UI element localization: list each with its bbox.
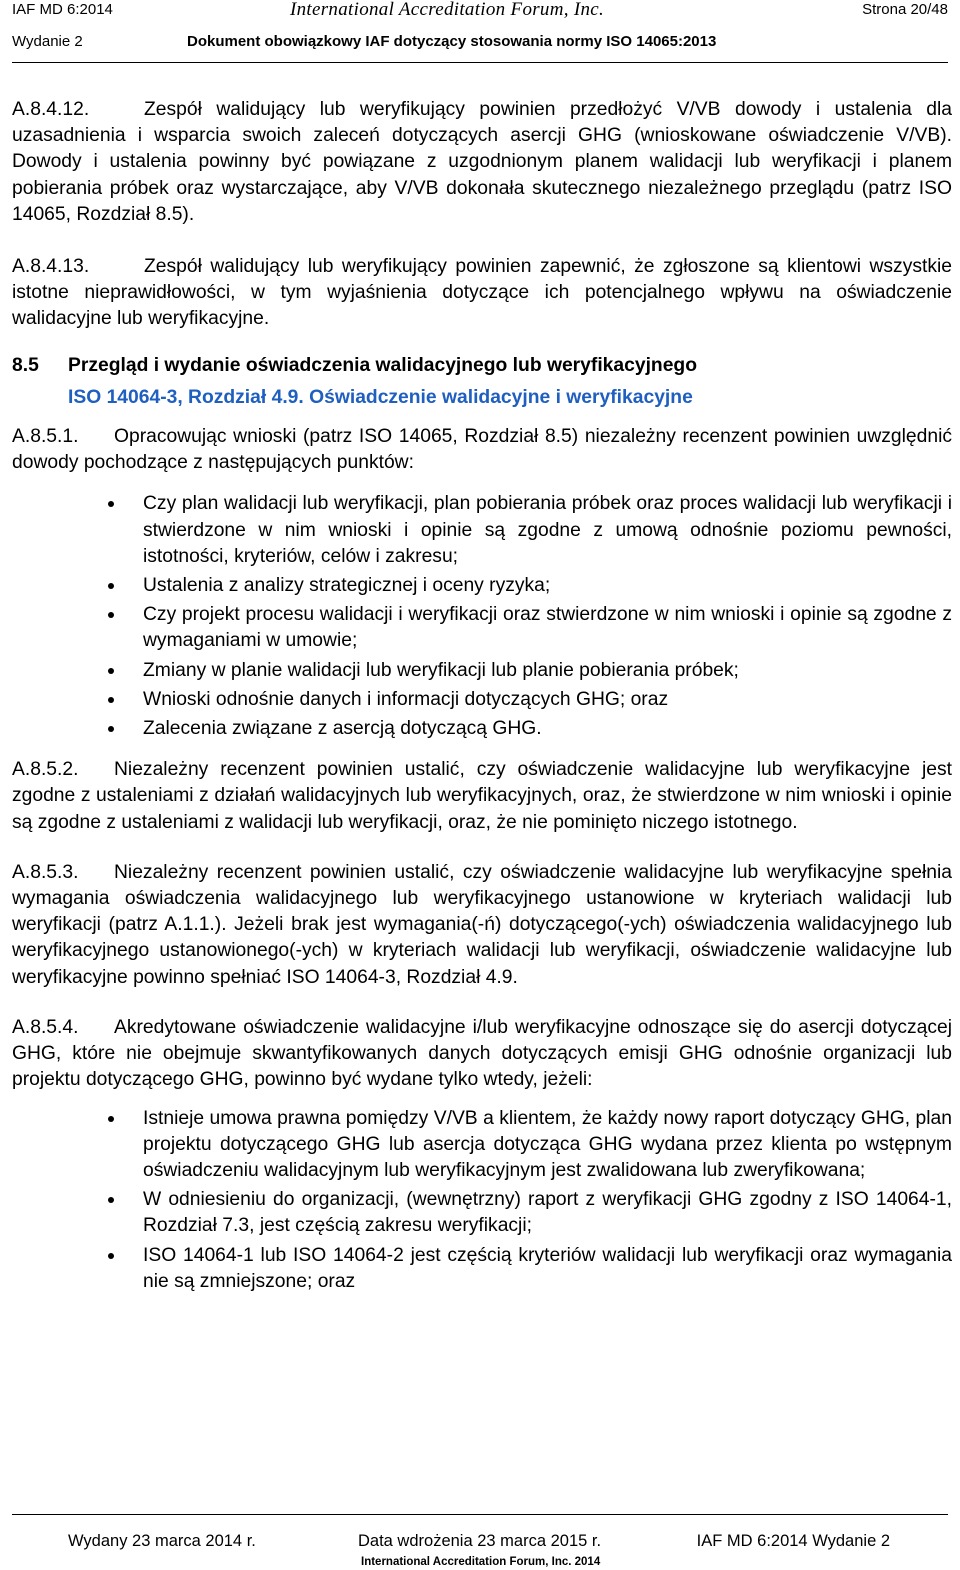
bullet-icon bbox=[108, 1197, 114, 1203]
section-title: Przegląd i wydanie oświadczenia walidacyjnego lub weryfikacyjnego bbox=[68, 354, 697, 376]
footer-effective-date: Data wdrożenia 23 marca 2015 r. bbox=[358, 1532, 602, 1550]
bullet-icon bbox=[108, 697, 114, 703]
list-item-text: Czy projekt procesu walidacji i weryfikacji oraz stwierdzone w nim wnioski i opinie są zgodne z wymaganiami w umowie; bbox=[143, 604, 952, 652]
list-item bbox=[12, 687, 952, 713]
paragraph-text: Opracowując wnioski (patrz ISO 14065, Rozdział 8.5) niezależny recenzent powinien uwzględnić dowody pochodzące z następujących punktów: bbox=[12, 426, 952, 474]
bullet-list-review-points bbox=[12, 491, 952, 742]
list-item bbox=[12, 658, 952, 684]
bullet-icon bbox=[108, 612, 114, 618]
paragraph-number: A.8.5.3. bbox=[12, 861, 79, 883]
page-header bbox=[12, 0, 948, 63]
footer-issue-date: Wydany 23 marca 2014 r. bbox=[68, 1532, 256, 1550]
list-item bbox=[12, 1187, 952, 1239]
header-row-top bbox=[12, 1, 948, 23]
header-org-name: International Accreditation Forum, Inc. bbox=[290, 0, 605, 20]
bullet-icon bbox=[108, 1116, 114, 1122]
page-footer bbox=[12, 1514, 948, 1570]
list-item bbox=[12, 602, 952, 654]
section-reference: ISO 14064-3, Rozdział 4.9. Oświadczenie walidacyjne i weryfikacyjne bbox=[68, 386, 693, 408]
bullet-icon bbox=[108, 1253, 114, 1259]
section-number: 8.5 bbox=[12, 354, 39, 376]
list-item-text: Czy plan walidacji lub weryfikacji, plan pobierania próbek oraz proces walidacji lub weryfikacji i stwierdzone w nim wnioski i opinie są zgodne z umową odnośnie poziomu pewności, istotności, kryteriów, celów i zakresu; bbox=[143, 493, 952, 567]
paragraph-text: Niezależny recenzent powinien ustalić, czy oświadczenie walidacyjne lub weryfikacyjne spełnia wymagania oświadczenia walidacyjnego lub weryfikacyjnego ustanowione w kryteriach walidacji lub weryfikacji (patrz A.1.1.). Jeżeli brak jest wymagania(-ń) dotyczącego(-ych) oświadczenia walidacyjnego lub weryfikacyjnego ustanowionego(-ych) w kryteriach walidacji lub weryfikacji, oświadczenie walidacyjne lub weryfikacyjne powinno spełniać ISO 14064-3, Rozdział 4.9. bbox=[12, 861, 952, 988]
paragraph-a851 bbox=[12, 424, 952, 476]
document-body bbox=[12, 97, 952, 1295]
footer-copyright: International Accreditation Forum, Inc. 2014 bbox=[361, 1556, 601, 1568]
paragraph-a8413 bbox=[12, 254, 952, 333]
list-item bbox=[12, 1106, 952, 1185]
list-item bbox=[12, 491, 952, 570]
bullet-list-conditions bbox=[12, 1106, 952, 1295]
header-doc-title: Dokument obowiązkowy IAF dotyczący stosowania normy ISO 14065:2013 bbox=[187, 33, 717, 50]
list-item bbox=[12, 573, 952, 599]
paragraph-number: A.8.5.1. bbox=[12, 426, 79, 448]
header-row-bottom bbox=[12, 33, 948, 55]
list-item-text: Wnioski odnośnie danych i informacji dotyczących GHG; oraz bbox=[143, 688, 669, 710]
header-doc-id: IAF MD 6:2014 bbox=[12, 1, 113, 18]
paragraph-number: A.8.4.13. bbox=[12, 256, 90, 278]
paragraph-number: A.8.4.12. bbox=[12, 99, 90, 120]
bullet-icon bbox=[108, 668, 114, 674]
bullet-icon bbox=[108, 501, 114, 507]
paragraph-text: Niezależny recenzent powinien ustalić, czy oświadczenie walidacyjne lub weryfikacyjne jest zgodne z ustaleniami z działań walidacyjnych lub weryfikacyjnych, oraz, że stwierdzone w nim wnioski i opinie są zgodne z ustaleniami z walidacji lub weryfikacji, oraz, że nie pominięto niczego istotnego. bbox=[12, 759, 952, 833]
paragraph-text: Zespół walidujący lub weryfikujący powinien zapewnić, że zgłoszone są klientowi wszystkie istotne nieprawidłowości, w tym wyjaśnienia dotyczące ich potencjalnego wpływu na oświadczenie walidacyjne lub weryfikacyjne. bbox=[12, 256, 952, 330]
bullet-icon bbox=[108, 726, 114, 732]
paragraph-a852 bbox=[12, 757, 952, 836]
paragraph-text: Akredytowane oświadczenie walidacyjne i/lub weryfikacyjne odnoszące się do asercji dotyczącej GHG, które nie obejmuje skwantyfikowanych danych dotyczących emisji GHG odnośnie organizacji lub projektu dotyczącego GHG, powinno być wydane tylko wtedy, jeżeli: bbox=[12, 1016, 952, 1091]
list-item-text: ISO 14064-1 lub ISO 14064-2 jest częścią kryteriów walidacji lub weryfikacji oraz wymagania nie są zmniejszone; oraz bbox=[143, 1244, 952, 1292]
paragraph-number: A.8.5.2. bbox=[12, 759, 79, 781]
paragraph-a8412 bbox=[12, 97, 952, 228]
list-item bbox=[12, 716, 952, 742]
list-item-text: Istnieje umowa prawna pomiędzy V/VB a klientem, że każdy nowy raport dotyczący GHG, plan projektu dotyczącego GHG lub asercja dotycząca GHG wydana przez klienta po wstępnym oświadczeniu walidacyjnym lub weryfikacyjnym jest zwalidowana lub zweryfikowana; bbox=[143, 1107, 952, 1181]
list-item bbox=[12, 1243, 952, 1295]
bullet-icon bbox=[108, 583, 114, 589]
paragraph-number: A.8.5.4. bbox=[12, 1016, 79, 1038]
list-item-text: Ustalenia z analizy strategicznej i oceny ryzyka; bbox=[143, 575, 551, 597]
paragraph-a854 bbox=[12, 1015, 952, 1094]
section-heading bbox=[12, 353, 952, 379]
paragraph-a853 bbox=[12, 860, 952, 991]
header-edition: Wydanie 2 bbox=[12, 33, 83, 50]
header-page-number: Strona 20/48 bbox=[862, 1, 948, 18]
paragraph-text: Zespół walidujący lub weryfikujący powinien przedłożyć V/VB dowody i ustalenia dla uzasadnienia i wsparcia swoich zaleceń dotyczących asercji GHG (wnioskowane oświadczenie V/VB). Dowody i ustalenia powinny być powiązane z uzgodnionym planem walidacji lub weryfikacji i planem pobierania próbek oraz wystarczające, aby V/VB dokonała skutecznego niezależnego przeglądu (patrz ISO 14065, Rozdział 8.5). bbox=[12, 99, 952, 225]
list-item-text: Zalecenia związane z asercją dotyczącą GHG. bbox=[143, 718, 542, 740]
list-item-text: W odniesieniu do organizacji, (wewnętrzny) raport z weryfikacji GHG zgodny z ISO 14064-1, Rozdział 7.3, jest częścią zakresu weryfikacji; bbox=[143, 1189, 952, 1237]
list-item-text: Zmiany w planie walidacji lub weryfikacji lub planie pobierania próbek; bbox=[143, 659, 739, 681]
footer-doc-id: IAF MD 6:2014 Wydanie 2 bbox=[696, 1532, 890, 1550]
